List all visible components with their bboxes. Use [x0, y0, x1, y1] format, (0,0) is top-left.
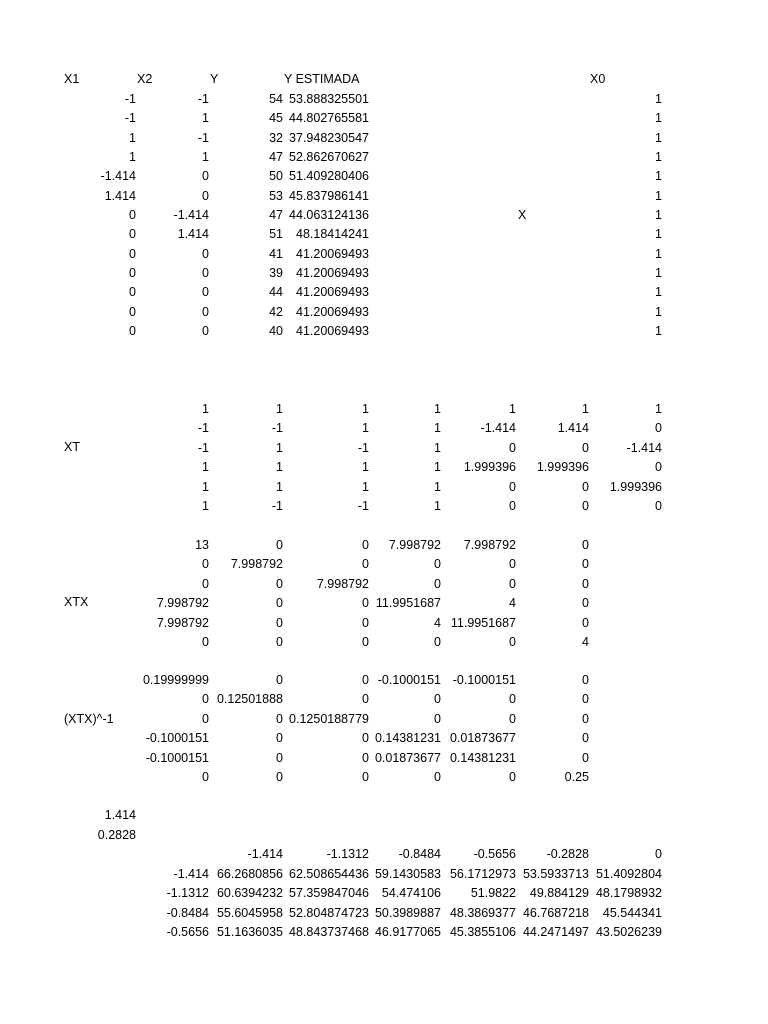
xt-cell: 0	[582, 480, 589, 494]
xtx-inv-cell: 0	[362, 673, 369, 687]
data-x0: 1	[655, 324, 662, 338]
xt-cell: 1	[434, 441, 441, 455]
grid-param2: 0.2828	[97, 828, 136, 842]
xt-cell: 1	[276, 480, 283, 494]
xtx-cell: 0	[582, 596, 589, 610]
data-y: 44	[269, 285, 283, 299]
data-x0: 1	[655, 285, 662, 299]
xt-cell: 1.999396	[609, 480, 662, 494]
data-x0: 1	[655, 208, 662, 222]
xt-cell: -1.414	[480, 421, 516, 435]
grid-cell: 66.2680856	[216, 867, 283, 881]
xt-cell: 1	[582, 402, 589, 416]
xtx-cell: 7.998792	[463, 538, 516, 552]
data-y: 42	[269, 305, 283, 319]
xt-label: XT	[64, 440, 80, 454]
xt-cell: 1	[202, 460, 209, 474]
data-y-estimada: 41.20069493	[296, 305, 369, 319]
xtx-cell: 0	[362, 596, 369, 610]
header-x1: X1	[64, 72, 80, 86]
xt-cell: 0	[509, 441, 516, 455]
xt-cell: -1	[197, 421, 209, 435]
grid-cell: 60.6394232	[216, 886, 283, 900]
xt-cell: 1.414	[557, 421, 589, 435]
xtx-inv-cell: 0	[582, 673, 589, 687]
xt-cell: 1	[434, 421, 441, 435]
xt-cell: 0	[509, 480, 516, 494]
data-y-estimada: 41.20069493	[296, 247, 369, 261]
xtx-inv-cell: 0	[276, 731, 283, 745]
data-x2: -1	[197, 92, 209, 106]
data-y: 50	[269, 169, 283, 183]
xtx-cell: 11.9951687	[450, 616, 516, 630]
xtx-inv-cell: 0.25	[564, 770, 589, 784]
data-y-estimada: 45.837986141	[289, 189, 369, 203]
xt-cell: 1	[202, 480, 209, 494]
grid-row-label: -1.1312	[166, 886, 209, 900]
xtx-inv-cell: -0.1000151	[145, 731, 209, 745]
xt-cell: 1	[655, 402, 662, 416]
data-x2: -1	[197, 131, 209, 145]
xtx-inv-label: (XTX)^-1	[64, 712, 114, 726]
xtx-cell: 0	[434, 557, 441, 571]
xtx-inv-cell: 0	[202, 712, 209, 726]
xtx-inv-cell: 0.1250188779	[289, 712, 369, 726]
xt-cell: 1	[202, 402, 209, 416]
xtx-cell: 0	[276, 616, 283, 630]
xtx-cell: 4	[509, 596, 516, 610]
data-y: 47	[269, 208, 283, 222]
data-y: 40	[269, 324, 283, 338]
grid-cell: 51.4092804	[595, 867, 662, 881]
data-y: 47	[269, 150, 283, 164]
xtx-cell: 0	[582, 557, 589, 571]
data-x0: 1	[655, 189, 662, 203]
grid-row-label: -0.5656	[166, 925, 209, 939]
data-x1: 0	[129, 324, 136, 338]
data-x1: 1.414	[104, 189, 136, 203]
grid-cell: 56.1712973	[449, 867, 516, 881]
grid-cell: 50.3989887	[374, 906, 441, 920]
xtx-inv-cell: 0.01873677	[449, 731, 516, 745]
grid-param1: 1.414	[104, 808, 136, 822]
xtx-cell: 4	[582, 635, 589, 649]
xtx-cell: 0	[582, 616, 589, 630]
xtx-inv-cell: 0	[276, 751, 283, 765]
grid-cell: 57.359847046	[289, 886, 369, 900]
xt-cell: 1	[362, 480, 369, 494]
data-y: 41	[269, 247, 283, 261]
grid-cell: 44.2471497	[522, 925, 589, 939]
header-x0: X0	[590, 72, 606, 86]
data-y: 32	[269, 131, 283, 145]
grid-col-header: -0.2828	[546, 847, 589, 861]
header-x2: X2	[137, 72, 153, 86]
xtx-cell: 0	[202, 635, 209, 649]
xtx-inv-cell: 0	[202, 692, 209, 706]
xt-cell: 1	[202, 499, 209, 513]
data-y: 53	[269, 189, 283, 203]
data-x0: 1	[655, 266, 662, 280]
grid-col-header: -1.414	[247, 847, 283, 861]
xt-cell: 0	[509, 499, 516, 513]
xtx-cell: 0	[362, 635, 369, 649]
xtx-inv-cell: 0	[509, 692, 516, 706]
data-x2: 0	[202, 305, 209, 319]
xt-cell: 0	[655, 421, 662, 435]
grid-row-label: -0.8484	[166, 906, 209, 920]
xtx-inv-cell: 0	[582, 751, 589, 765]
xtx-cell: 0	[582, 577, 589, 591]
data-x1: 1	[129, 131, 136, 145]
xtx-inv-cell: 0	[434, 692, 441, 706]
data-x1: 0	[129, 247, 136, 261]
xt-cell: -1.414	[626, 441, 662, 455]
xt-cell: 0	[655, 460, 662, 474]
grid-cell: 48.843737468	[289, 925, 369, 939]
xtx-cell: 0	[362, 557, 369, 571]
xt-cell: 1.999396	[463, 460, 516, 474]
xtx-inv-cell: 0	[362, 692, 369, 706]
data-y-estimada: 44.802765581	[289, 111, 369, 125]
xtx-inv-cell: -0.1000151	[377, 673, 441, 687]
data-x0: 1	[655, 111, 662, 125]
xt-cell: 1	[362, 460, 369, 474]
xtx-inv-cell: 0	[362, 751, 369, 765]
xtx-inv-cell: 0.01873677	[374, 751, 441, 765]
data-x2: 0	[202, 266, 209, 280]
xt-cell: -1	[357, 441, 369, 455]
xt-cell: 1.999396	[536, 460, 589, 474]
grid-cell: 48.1798932	[595, 886, 662, 900]
xtx-cell: 0	[362, 616, 369, 630]
data-y-estimada: 51.409280406	[289, 169, 369, 183]
grid-cell: 46.9177065	[374, 925, 441, 939]
xtx-inv-cell: 0	[362, 770, 369, 784]
xt-cell: 1	[509, 402, 516, 416]
xtx-cell: 0	[276, 538, 283, 552]
grid-cell: 46.7687218	[522, 906, 589, 920]
xt-cell: 1	[434, 460, 441, 474]
data-y: 45	[269, 111, 283, 125]
xtx-label: XTX	[64, 595, 89, 609]
xt-cell: 0	[582, 441, 589, 455]
grid-cell: 51.1636035	[216, 925, 283, 939]
xtx-cell: 0	[276, 596, 283, 610]
data-x2: -1.414	[173, 208, 209, 222]
grid-cell: 59.1430583	[374, 867, 441, 881]
data-x2: 0	[202, 189, 209, 203]
data-x1: -1	[124, 92, 136, 106]
xtx-inv-cell: 0.12501888	[216, 692, 283, 706]
xt-cell: 0	[655, 499, 662, 513]
xtx-inv-cell: 0	[362, 731, 369, 745]
data-x0: 1	[655, 169, 662, 183]
xtx-cell: 4	[434, 616, 441, 630]
xtx-inv-cell: 0.14381231	[374, 731, 441, 745]
data-x1: 0	[129, 227, 136, 241]
grid-cell: 53.5933713	[522, 867, 589, 881]
xt-cell: -1	[197, 441, 209, 455]
data-x0: 1	[655, 150, 662, 164]
xtx-cell: 7.998792	[388, 538, 441, 552]
xt-cell: -1	[271, 499, 283, 513]
data-x1: -1.414	[100, 169, 136, 183]
xtx-cell: 0	[362, 538, 369, 552]
data-x2: 0	[202, 247, 209, 261]
xt-cell: 0	[582, 499, 589, 513]
data-x2: 0	[202, 285, 209, 299]
xtx-cell: 0	[582, 538, 589, 552]
grid-col-header: 0	[655, 847, 662, 861]
grid-col-header: -0.8484	[398, 847, 441, 861]
data-x2: 1.414	[177, 227, 209, 241]
xtx-cell: 7.998792	[230, 557, 283, 571]
xt-cell: 1	[434, 499, 441, 513]
xt-cell: 1	[362, 421, 369, 435]
data-x2: 1	[202, 111, 209, 125]
grid-col-header: -1.1312	[326, 847, 369, 861]
xtx-cell: 11.9951687	[375, 596, 441, 610]
xtx-cell: 0	[509, 577, 516, 591]
xtx-inv-cell: 0	[202, 770, 209, 784]
xtx-cell: 7.998792	[156, 596, 209, 610]
xtx-cell: 0	[509, 635, 516, 649]
grid-cell: 55.6045958	[216, 906, 283, 920]
grid-cell: 54.474106	[381, 886, 441, 900]
xtx-inv-cell: 0.14381231	[449, 751, 516, 765]
data-y-estimada: 52.862670627	[289, 150, 369, 164]
grid-cell: 45.3855106	[449, 925, 516, 939]
data-y-estimada: 53.888325501	[289, 92, 369, 106]
xtx-inv-cell: -0.1000151	[452, 673, 516, 687]
xtx-inv-cell: 0	[276, 770, 283, 784]
xt-cell: 1	[276, 460, 283, 474]
data-x2: 0	[202, 324, 209, 338]
xtx-cell: 0	[276, 577, 283, 591]
xt-cell: -1	[357, 499, 369, 513]
data-x2: 0	[202, 169, 209, 183]
xtx-cell: 0	[276, 635, 283, 649]
grid-cell: 52.804874723	[289, 906, 369, 920]
xtx-inv-cell: -0.1000151	[145, 751, 209, 765]
data-x1: 0	[129, 208, 136, 222]
data-x0: 1	[655, 247, 662, 261]
data-y: 54	[269, 92, 283, 106]
xtx-cell: 0	[509, 557, 516, 571]
grid-row-label: -1.414	[173, 867, 209, 881]
x-label: X	[518, 208, 527, 222]
xtx-cell: 0	[202, 577, 209, 591]
xtx-inv-cell: 0	[276, 712, 283, 726]
data-x0: 1	[655, 305, 662, 319]
data-x1: 0	[129, 266, 136, 280]
xt-cell: 1	[434, 480, 441, 494]
data-x1: -1	[124, 111, 136, 125]
data-x1: 0	[129, 285, 136, 299]
xt-cell: -1	[271, 421, 283, 435]
xt-cell: 1	[362, 402, 369, 416]
grid-cell: 49.884129	[529, 886, 589, 900]
data-x0: 1	[655, 92, 662, 106]
data-x0: 1	[655, 227, 662, 241]
xtx-inv-cell: 0	[434, 712, 441, 726]
header-y-estimada: Y ESTIMADA	[284, 72, 360, 86]
xtx-inv-cell: 0	[509, 770, 516, 784]
xtx-inv-cell: 0	[582, 712, 589, 726]
data-y-estimada: 41.20069493	[296, 285, 369, 299]
xtx-cell: 0	[434, 577, 441, 591]
xtx-cell: 0	[434, 635, 441, 649]
data-x1: 0	[129, 305, 136, 319]
xtx-cell: 7.998792	[156, 616, 209, 630]
xt-cell: 1	[276, 402, 283, 416]
grid-cell: 48.3869377	[449, 906, 516, 920]
xtx-cell: 7.998792	[316, 577, 369, 591]
data-y: 51	[269, 227, 283, 241]
data-x1: 1	[129, 150, 136, 164]
data-y: 39	[269, 266, 283, 280]
header-y: Y	[210, 72, 219, 86]
data-y-estimada: 37.948230547	[289, 131, 369, 145]
xtx-cell: 0	[202, 557, 209, 571]
xtx-inv-cell: 0	[276, 673, 283, 687]
xtx-inv-cell: 0	[582, 731, 589, 745]
data-y-estimada: 44.063124136	[289, 208, 369, 222]
xtx-inv-cell: 0	[509, 712, 516, 726]
grid-col-header: -0.5656	[473, 847, 516, 861]
data-x0: 1	[655, 131, 662, 145]
grid-cell: 51.9822	[470, 886, 516, 900]
xt-cell: 1	[434, 402, 441, 416]
xtx-inv-cell: 0.19999999	[142, 673, 209, 687]
xtx-inv-cell: 0	[434, 770, 441, 784]
data-y-estimada: 41.20069493	[296, 324, 369, 338]
xtx-inv-cell: 0	[582, 692, 589, 706]
data-y-estimada: 48.18414241	[296, 227, 369, 241]
grid-cell: 43.5026239	[595, 925, 662, 939]
data-y-estimada: 41.20069493	[296, 266, 369, 280]
grid-cell: 45.544341	[602, 906, 662, 920]
xt-cell: 1	[276, 441, 283, 455]
xtx-cell: 13	[195, 538, 209, 552]
data-x2: 1	[202, 150, 209, 164]
grid-cell: 62.508654436	[289, 867, 369, 881]
